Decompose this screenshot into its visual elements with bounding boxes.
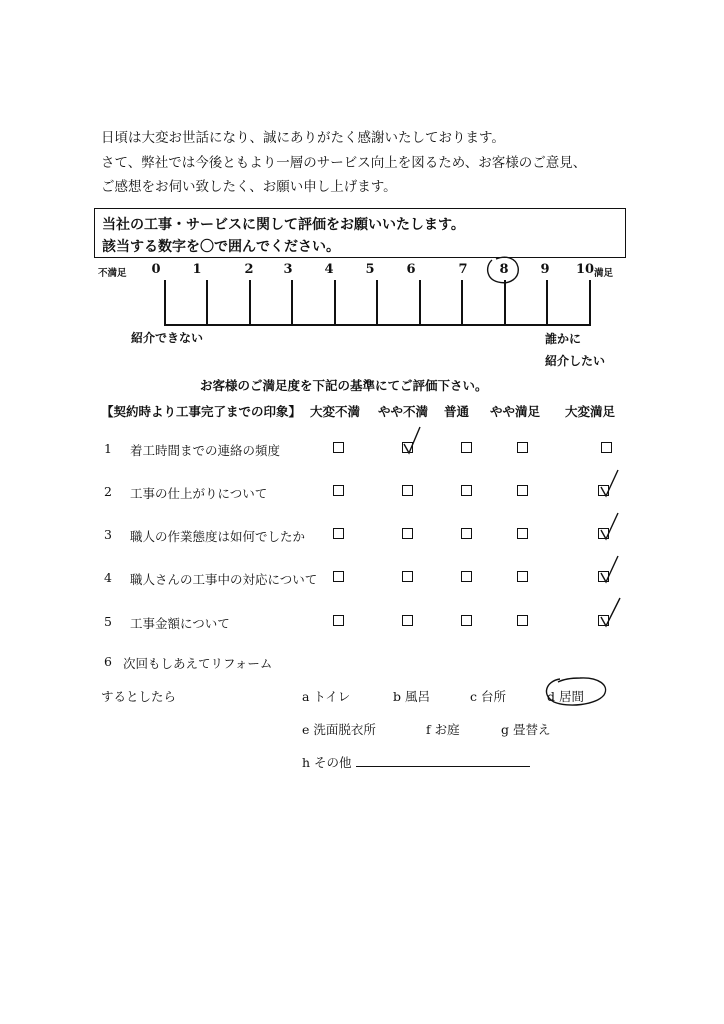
question-number-6: 6: [104, 654, 112, 669]
q2-checkbox-somewhat-dissatisfied[interactable]: [402, 485, 413, 496]
q5-checkbox-neutral[interactable]: [461, 615, 472, 626]
scale-tick-6: [419, 280, 421, 325]
q5-checkbox-somewhat-dissatisfied[interactable]: [402, 615, 413, 626]
scale-tick-0: [164, 280, 166, 325]
q4-checkbox-somewhat-satisfied[interactable]: [517, 571, 528, 582]
column-header-neutral: 普通: [444, 404, 470, 419]
question-number-5: 5: [104, 614, 112, 629]
scale-number-6[interactable]: 6: [406, 262, 416, 277]
scale-number-2[interactable]: 2: [244, 262, 254, 277]
question-text-1: 着工時間までの連絡の頻度: [130, 443, 281, 458]
option-selection-circle: [538, 673, 610, 709]
question-6-line-1: 次回もしあえてリフォーム: [123, 656, 273, 671]
satisfaction-instruction: お客様のご満足度を下記の基準にてご評価下さい。: [200, 378, 488, 393]
column-header-somewhat-satisfied: やや満足: [490, 404, 541, 419]
scale-number-10[interactable]: 10: [575, 262, 595, 277]
option-living-room[interactable]: d 居間: [547, 689, 584, 704]
q5-checkbox-very-dissatisfied[interactable]: [333, 615, 344, 626]
scale-left-end-label: 不満足: [98, 268, 127, 279]
option-bath[interactable]: b 風呂: [393, 689, 430, 704]
q3-checkbox-very-dissatisfied[interactable]: [333, 528, 344, 539]
scale-tick-4: [334, 280, 336, 325]
scale-number-4[interactable]: 4: [324, 262, 334, 277]
question-number-1: 1: [104, 441, 112, 456]
scale-tick-5: [376, 280, 378, 325]
scale-number-3[interactable]: 3: [283, 262, 293, 277]
scale-right-label-line-1: 誰かに: [545, 332, 582, 346]
scale-number-5[interactable]: 5: [365, 262, 375, 277]
q3-checkbox-neutral[interactable]: [461, 528, 472, 539]
column-header-very-dissatisfied: 大変不満: [310, 404, 361, 419]
scale-number-1[interactable]: 1: [192, 262, 202, 277]
question-text-5: 工事金額について: [130, 616, 230, 631]
q5-checkbox-somewhat-satisfied[interactable]: [517, 615, 528, 626]
option-kitchen[interactable]: c 台所: [470, 689, 506, 704]
q1-checkbox-neutral[interactable]: [461, 442, 472, 453]
question-number-4: 4: [104, 570, 112, 585]
question-text-2: 工事の仕上がりについて: [130, 486, 268, 501]
scale-tick-7: [461, 280, 463, 325]
q1-checkbox-somewhat-satisfied[interactable]: [517, 442, 528, 453]
column-header-somewhat-dissatisfied: やや不満: [378, 404, 429, 419]
scale-number-0[interactable]: 0: [151, 262, 161, 277]
q1-checkmark-icon: [400, 425, 424, 457]
scale-right-label-line-2: 紹介したい: [545, 354, 606, 368]
question-text-3: 職人の作業態度は如何でしたか: [130, 529, 306, 544]
scale-left-label: 紹介できない: [131, 331, 204, 345]
q4-checkbox-neutral[interactable]: [461, 571, 472, 582]
option-garden[interactable]: f お庭: [426, 722, 460, 737]
scale-right-end-label: 満足: [594, 268, 614, 279]
scale-tick-10: [589, 280, 591, 325]
q1-checkbox-very-dissatisfied[interactable]: [333, 442, 344, 453]
option-toilet[interactable]: a トイレ: [302, 689, 351, 704]
scale-number-7[interactable]: 7: [458, 262, 468, 277]
scale-tick-8: [504, 280, 506, 325]
intro-line-1: 日頃は大変お世話になり、誠にありがたく感謝いたしております。: [101, 130, 505, 146]
q4-checkbox-somewhat-dissatisfied[interactable]: [402, 571, 413, 582]
question-number-3: 3: [104, 527, 112, 542]
q2-checkbox-somewhat-satisfied[interactable]: [517, 485, 528, 496]
option-tatami[interactable]: g 畳替え: [501, 722, 551, 737]
other-answer-line[interactable]: [356, 766, 530, 767]
q2-checkbox-neutral[interactable]: [461, 485, 472, 496]
q4-checkbox-very-dissatisfied[interactable]: [333, 571, 344, 582]
instruction-box: [94, 208, 626, 258]
intro-line-3: ご感想をお伺い致したく、お願い申し上げます。: [101, 179, 397, 195]
q2-checkbox-very-dissatisfied[interactable]: [333, 485, 344, 496]
scale-tick-9: [546, 280, 548, 325]
scale-tick-1: [206, 280, 208, 325]
scale-baseline: [164, 324, 591, 326]
section-header: 【契約時より工事完了までの印象】: [101, 404, 302, 419]
question-text-4: 職人さんの工事中の対応について: [130, 572, 318, 587]
q3-checkbox-somewhat-dissatisfied[interactable]: [402, 528, 413, 539]
q3-checkbox-somewhat-satisfied[interactable]: [517, 528, 528, 539]
q3-checkmark-icon: [597, 511, 623, 543]
question-number-2: 2: [104, 484, 112, 499]
scale-tick-3: [291, 280, 293, 325]
option-washroom[interactable]: e 洗面脱衣所: [302, 722, 376, 737]
instruction-box-line-1: 当社の工事・サービスに関して評価をお願いいたします。: [102, 217, 465, 233]
question-6-line-2: するとしたら: [101, 689, 177, 704]
scale-tick-2: [249, 280, 251, 325]
q2-checkmark-icon: [597, 468, 623, 500]
q1-checkbox-very-satisfied[interactable]: [601, 442, 612, 453]
instruction-box-line-2: 該当する数字を〇で囲んでください。: [102, 239, 340, 255]
q5-checkmark-icon: [597, 596, 625, 630]
q4-checkmark-icon: [597, 554, 623, 586]
scale-number-8[interactable]: 8: [499, 262, 509, 277]
option-other[interactable]: h その他: [302, 755, 352, 770]
column-header-very-satisfied: 大変満足: [565, 404, 616, 419]
scale-number-9[interactable]: 9: [540, 262, 550, 277]
intro-line-2: さて、弊社では今後ともより一層のサービス向上を図るため、お客様のご意見、: [101, 155, 587, 171]
